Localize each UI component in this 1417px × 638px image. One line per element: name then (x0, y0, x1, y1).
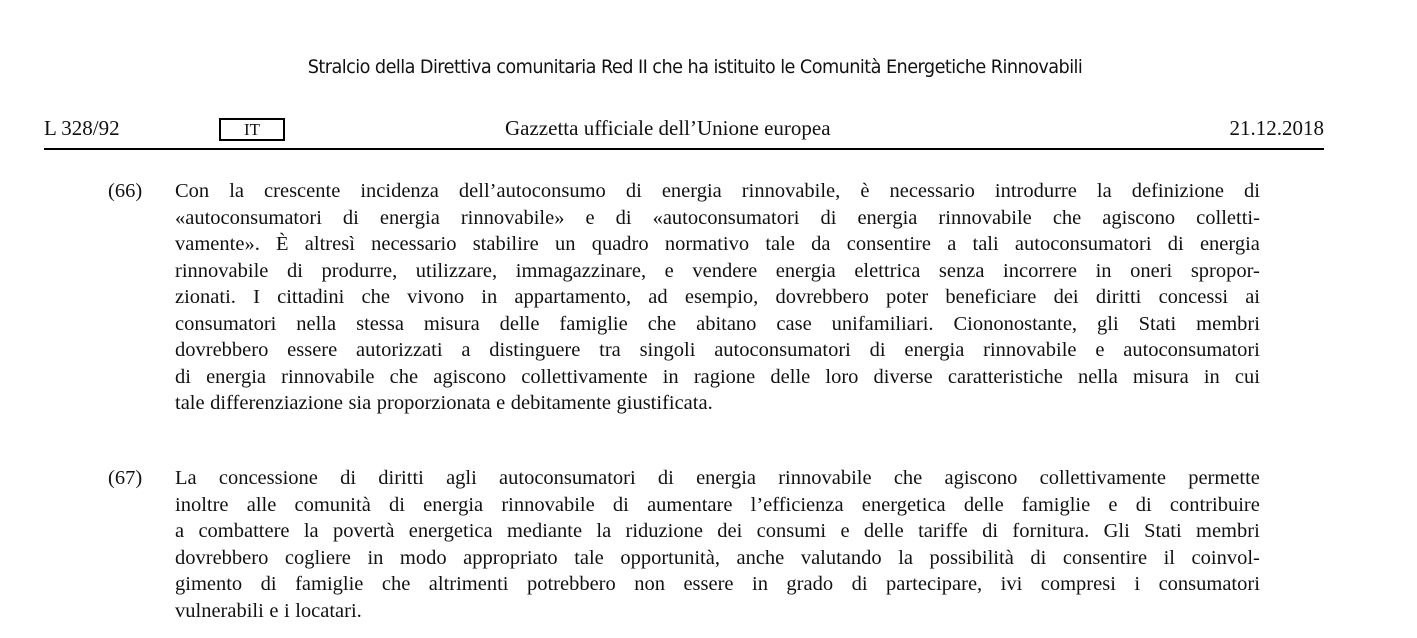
text-line: consumatori nella stessa misura delle famiglie che abitano case unifamiliari. Ciononostante, gli Stati membri (175, 312, 1260, 335)
document-caption: Stralcio della Direttiva comunitaria Red II che ha istituito le Comunità Energetiche Rinnovabili (307, 56, 1083, 78)
journal-title: Gazzetta ufficiale dell’Unione europea (505, 116, 831, 140)
text-line: zionati. I cittadini che vivono in appartamento, ad esempio, dovrebbero poter beneficiare dei diritti concessi ai (175, 286, 1260, 308)
recital-number: (67) (108, 467, 143, 489)
publication-date: 21.12.2018 (1229, 116, 1324, 140)
text-line: gimento di famiglie che altrimenti potrebbero non essere in grado di partecipare, ivi compresi i consumatori (175, 573, 1260, 595)
official-journal-header (44, 112, 1324, 150)
text-line: rinnovabile di produrre, utilizzare, immagazzinare, e vendere energia elettrica senza incorrere in oneri spropor- (175, 259, 1260, 282)
text-line: vulnerabili e i locatari. (175, 599, 362, 622)
text-line: vamente». È altresì necessario stabilire un quadro normativo tale da consentire a tali autoconsumatori di energia (175, 233, 1260, 255)
text-line: inoltre alle comunità di energia rinnovabile di aumentare l’efficienza energetica delle famiglie e di contribuire (175, 493, 1260, 516)
header-divider (44, 148, 1324, 150)
text-line: Con la crescente incidenza dell’autoconsumo di energia rinnovabile, è necessario introdurre la definizione di (175, 180, 1260, 202)
language-code-box: IT (219, 118, 285, 141)
text-line: dovrebbero cogliere in modo appropriato tale opportunità, anche valutando la possibilità di consentire il coinvol- (175, 546, 1260, 569)
journal-reference: L 328/92 (44, 116, 120, 140)
text-line: dovrebbero essere autorizzati a distinguere tra singoli autoconsumatori di energia rinnovabile e autoconsumatori (175, 339, 1260, 361)
recital-text (175, 465, 1260, 624)
text-line: tale differenziazione sia proporzionata e debitamente giustificata. (175, 392, 713, 414)
text-line: a combattere la povertà energetica mediante la riduzione dei consumi e delle tariffe di fornitura. Gli Stati membri (175, 520, 1260, 542)
text-line: di energia rinnovabile che agiscono collettivamente in ragione delle loro diverse caratteristiche nella misura in cui (175, 365, 1260, 388)
text-line: La concessione di diritti agli autoconsumatori di energia rinnovabile che agiscono collettivamente permette (175, 467, 1260, 489)
recital-number: (66) (108, 180, 143, 202)
text-line: «autoconsumatori di energia rinnovabile» e di «autoconsumatori di energia rinnovabile che agiscono colletti- (175, 206, 1260, 229)
recital-text (175, 178, 1260, 417)
